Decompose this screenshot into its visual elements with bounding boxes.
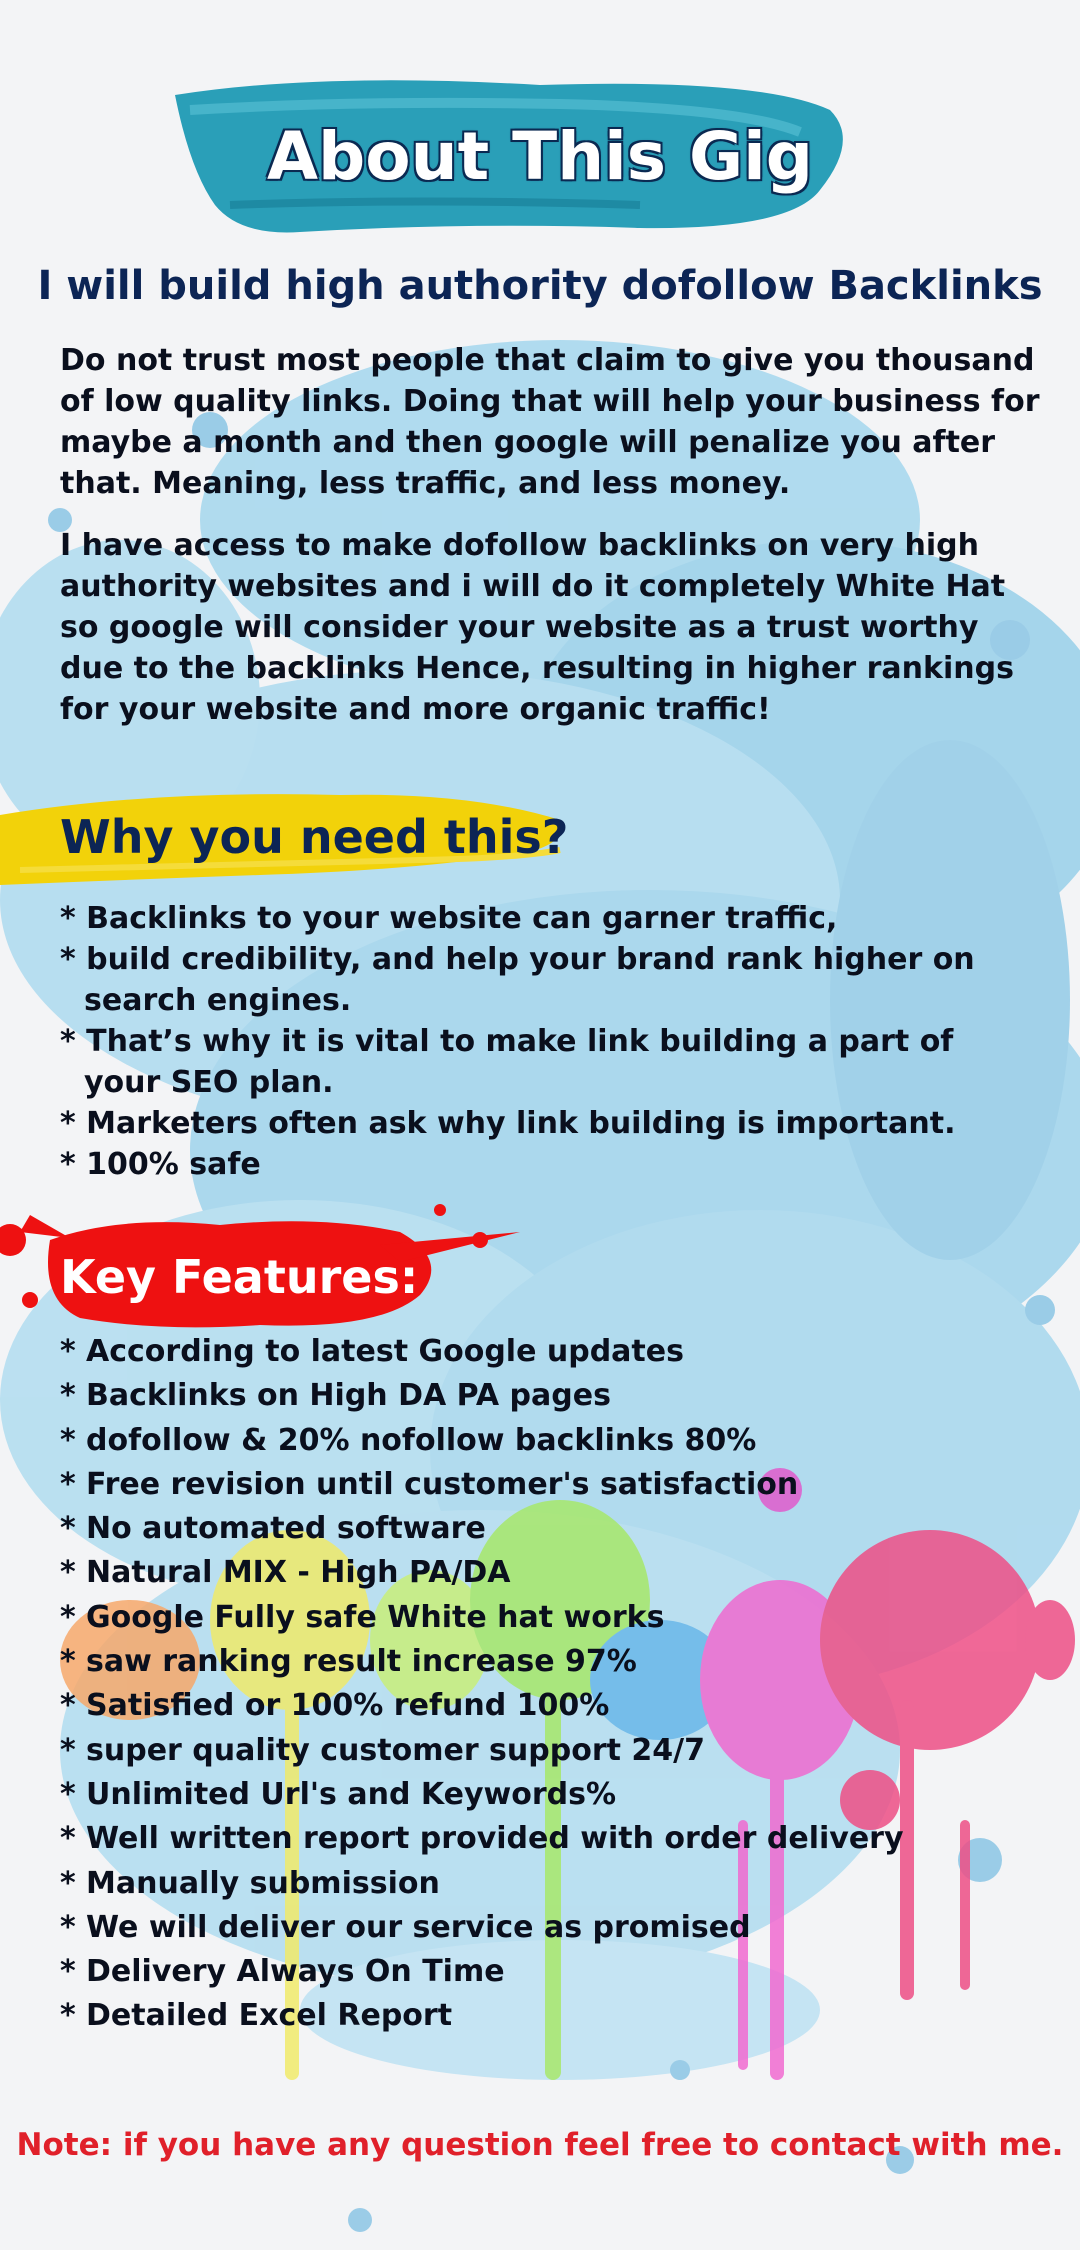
list-item: * Backlinks to your website can garner traffic, <box>60 901 838 936</box>
list-item <box>60 1640 1040 1684</box>
list-item-label: Unlimited Url's and Keywords% <box>86 1776 617 1812</box>
list-item <box>60 1507 1040 1551</box>
bullet-star-icon: * <box>60 1998 76 2034</box>
bullet-star-icon: * <box>60 1776 76 1812</box>
list-item <box>60 1817 1040 1861</box>
bullet-star-icon: * <box>60 1732 76 1768</box>
intro-paragraph-1: Do not trust most people that claim to give you thousand of low quality links. Doing that will help your business for maybe a month and then google will penalize you after that. Meaning, less traffic, and less money. <box>60 343 1040 501</box>
list-item: * Marketers often ask why link building is important. <box>60 1106 956 1141</box>
bullet-star-icon: * <box>60 1599 76 1635</box>
list-item <box>60 1684 1040 1728</box>
list-item <box>60 1596 1040 1640</box>
contact-note: Note: if you have any question feel free to contact with me. <box>16 2127 1064 2163</box>
list-item-label: Backlinks on High DA PA pages <box>86 1378 611 1414</box>
list-item <box>60 1950 1040 1994</box>
list-item-label: Satisfied or 100% refund 100% <box>86 1688 610 1724</box>
list-item-label: saw ranking result increase 97% <box>86 1644 637 1680</box>
list-item-label: Delivery Always On Time <box>86 1954 505 1990</box>
list-item-label: Well written report provided with order delivery <box>86 1821 904 1857</box>
bullet-star-icon: * <box>60 1865 76 1901</box>
bullet-star-icon: * <box>60 1909 76 1945</box>
list-item <box>60 1906 1040 1950</box>
gig-subtitle: I will build high authority dofollow Backlinks <box>37 263 1043 309</box>
list-item <box>60 1773 1040 1817</box>
bullet-star-icon: * <box>60 1954 76 1990</box>
list-item: * 100% safe <box>60 1147 261 1182</box>
list-item <box>60 1330 1040 1374</box>
list-item-label: We will deliver our service as promised <box>86 1909 751 1945</box>
bullet-star-icon: * <box>60 1378 76 1414</box>
list-item: * That’s why it is vital to make link building a part of your SEO plan. <box>60 1024 954 1100</box>
list-item <box>60 1463 1040 1507</box>
page-title: About This Gig <box>266 118 814 195</box>
list-item-label: Google Fully safe White hat works <box>86 1599 665 1635</box>
list-item: * build credibility, and help your brand rank higher on search engines. <box>60 942 975 1018</box>
bullet-star-icon: * <box>60 1644 76 1680</box>
bullet-star-icon: * <box>60 1422 76 1458</box>
bullet-star-icon: * <box>60 1466 76 1502</box>
intro-paragraph-2: I have access to make dofollow backlinks on very high authority websites and i will do it completely White Hat so google will consider your website as a trust worthy due to the backlinks Hence, resulting in higher rankings for your website and more organic traffic! <box>60 528 1014 727</box>
bullet-star-icon: * <box>60 1688 76 1724</box>
list-item-label: super quality customer support 24/7 <box>86 1732 705 1768</box>
list-item-label: Free revision until customer's satisfaction <box>86 1466 799 1502</box>
why-heading: Why you need this? <box>60 810 569 864</box>
list-item-label: dofollow & 20% nofollow backlinks 80% <box>86 1422 757 1458</box>
list-item-label: No automated software <box>86 1511 486 1547</box>
list-item <box>60 1419 1040 1463</box>
list-item <box>60 1729 1040 1773</box>
list-item <box>60 1374 1040 1418</box>
list-item <box>60 1862 1040 1906</box>
key-features-list <box>60 1330 1040 2039</box>
bullet-star-icon: * <box>60 1334 76 1369</box>
list-item-label: Detailed Excel Report <box>86 1998 453 2034</box>
key-features-heading: Key Features: <box>60 1250 419 1304</box>
list-item-label: Natural MIX - High PA/DA <box>86 1555 511 1591</box>
bullet-star-icon: * <box>60 1511 76 1547</box>
list-item <box>60 1551 1040 1595</box>
list-item-label: Manually submission <box>86 1865 440 1901</box>
list-item <box>60 1994 1040 2038</box>
list-item-label: According to latest Google updates <box>86 1334 684 1369</box>
why-list <box>60 898 1040 1185</box>
bullet-star-icon: * <box>60 1821 76 1857</box>
bullet-star-icon: * <box>60 1555 76 1591</box>
